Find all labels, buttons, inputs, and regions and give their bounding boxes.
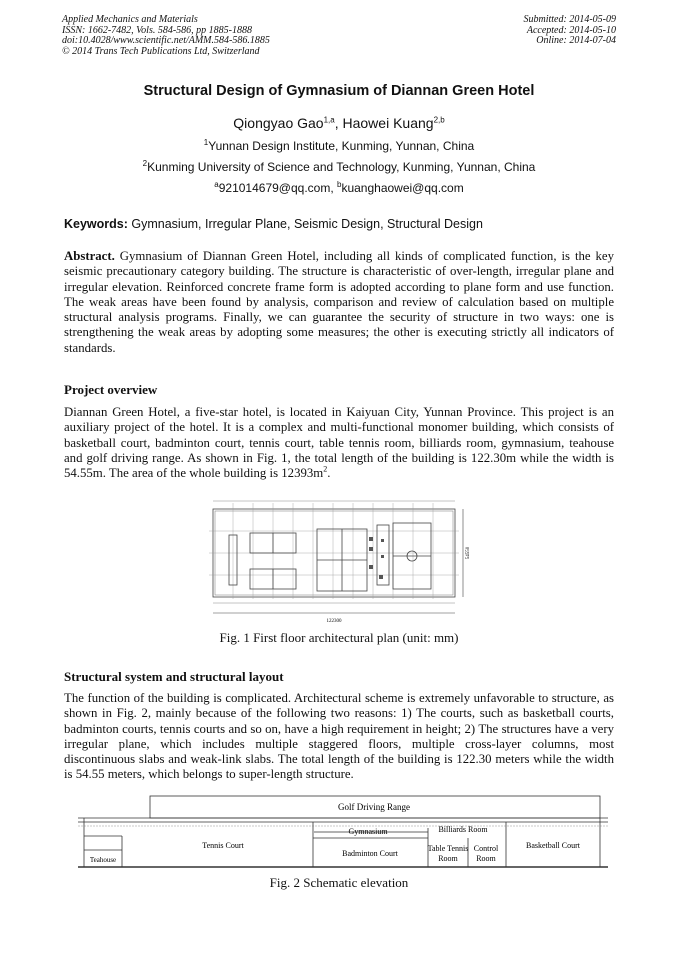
abstract-label: Abstract.: [64, 249, 115, 263]
label-teahouse: Teahouse: [89, 856, 117, 864]
floor-plan-figure: [205, 495, 475, 625]
online-date: Online: 2014-07-04: [536, 35, 616, 46]
label-billiards-room: Billiards Room: [438, 825, 488, 834]
accepted-date: Accepted: 2014-05-10: [526, 24, 616, 36]
affiliation-2: [0, 160, 678, 174]
author-sup: 1,a: [323, 115, 335, 125]
keywords-label: Keywords:: [64, 217, 128, 231]
abstract-text: Gymnasium of Diannan Green Hotel, including all kinds of complicated function, is the key seismic precautionary category building. The structure is characteristic of over-length, irregular plane and irregular elevation. Reinforced concrete frame form is adopted according to plane form and use function. The weak areas have been found by analysis, comparison and review of calculation based on multiple structural analysis programs. Finally, we can guarantee the security of structure in two ways: one is strengthening the weak areas by adopting some measures; the other is executing strictly all indicators of standards.: [64, 249, 614, 355]
label-table-tennis-room: Room: [438, 854, 458, 863]
doi-line: doi:10.4028/www.scientific.net/AMM.584-586.1885: [62, 35, 270, 46]
dimension-length: 122300: [326, 619, 342, 624]
elevation-figure: [78, 792, 608, 872]
author-name: Haowei Kuang: [342, 115, 434, 131]
submission-dates: [524, 15, 617, 47]
email-text: 921014679@qq.com,: [218, 181, 337, 195]
figure-2-caption: Fig. 2 Schematic elevation: [269, 875, 409, 890]
email-sup: b: [337, 180, 342, 189]
email-sup: a: [214, 180, 219, 189]
label-table-tennis: Table Tennis: [427, 844, 469, 853]
paper-title: Structural Design of Gymnasium of Diannan Green Hotel: [143, 83, 535, 99]
author-sup: 2,b: [433, 115, 445, 125]
label-basketball-court: Basketball Court: [526, 841, 580, 850]
label-gymnasium: Gymnasium: [348, 827, 388, 836]
label-golf-driving-range: Golf Driving Range: [338, 802, 410, 812]
label-badminton-court: Badminton Court: [342, 849, 398, 858]
journal-info: [62, 15, 270, 57]
dimension-width: 54550: [466, 546, 471, 560]
journal-name: Applied Mechanics and Materials: [62, 14, 198, 25]
keywords: [64, 217, 483, 231]
label-control: Control: [473, 844, 499, 853]
label-control-room: Room: [476, 854, 496, 863]
email-text: kuanghaowei@qq.com: [341, 181, 464, 195]
affiliation-sup: 2: [142, 159, 148, 168]
section-heading: Structural system and structural layout: [64, 669, 284, 684]
section-text: Diannan Green Hotel, a five-star hotel, is located in Kaiyuan City, Yunnan Province. This project is an auxiliary project of the hotel. It is a complex and multi-functional monomer building, which consists of basketball court, badminton court, tennis court, table tennis room, billiards room, gymnasium, teahouse and golf driving range. As shown in Fig. 1, the total length of the building is 122.30m while the width is 54.55m. The area of the whole building is 12393m: [64, 405, 614, 481]
figure-1-caption: Fig. 1 First floor architectural plan (unit: mm): [219, 630, 459, 645]
affiliation-text: Yunnan Design Institute, Kunming, Yunnan, China: [208, 139, 475, 153]
section-text-end: .: [327, 466, 331, 481]
copyright-line: © 2014 Trans Tech Publications Ltd, Switzerland: [62, 45, 260, 57]
submitted-date: Submitted: 2014-05-09: [523, 14, 616, 25]
affiliation-1: [0, 139, 678, 153]
author-name: Qiongyao Gao: [233, 115, 324, 131]
issn-line: ISSN: 1662-7482, Vols. 584-586, pp 1885-1888: [62, 24, 252, 36]
unit-sup: 2: [323, 464, 328, 474]
affiliation-text: Kunming University of Science and Technology, Kunming, Yunnan, China: [147, 160, 536, 174]
author-separator: ,: [334, 115, 343, 131]
section-heading: Project overview: [64, 382, 158, 397]
section-body: The function of the building is complicated. Architectural scheme is extremely unfavorable to structure, as shown in Fig. 2, mainly because of the following two reasons: 1) The courts, such as basketball courts, badminton courts, tennis courts and so on, have a high requirement in height; 2) The structures have a very irregular plane, which includes multiple staggered floors, multiple cross-layer columns, most discontinuous slabs and weak-link slabs. The total length of the building is 122.30 meters while the width is 54.55 meters, which belongs to super-length structure.: [64, 691, 614, 782]
section-body: [64, 405, 614, 481]
keywords-text: Gymnasium, Irregular Plane, Seismic Design, Structural Design: [127, 217, 483, 231]
label-tennis-court: Tennis Court: [202, 841, 244, 850]
abstract: [64, 249, 614, 356]
author-list: [0, 115, 678, 131]
affiliation-sup: 1: [203, 138, 209, 147]
email-line: [0, 181, 678, 195]
